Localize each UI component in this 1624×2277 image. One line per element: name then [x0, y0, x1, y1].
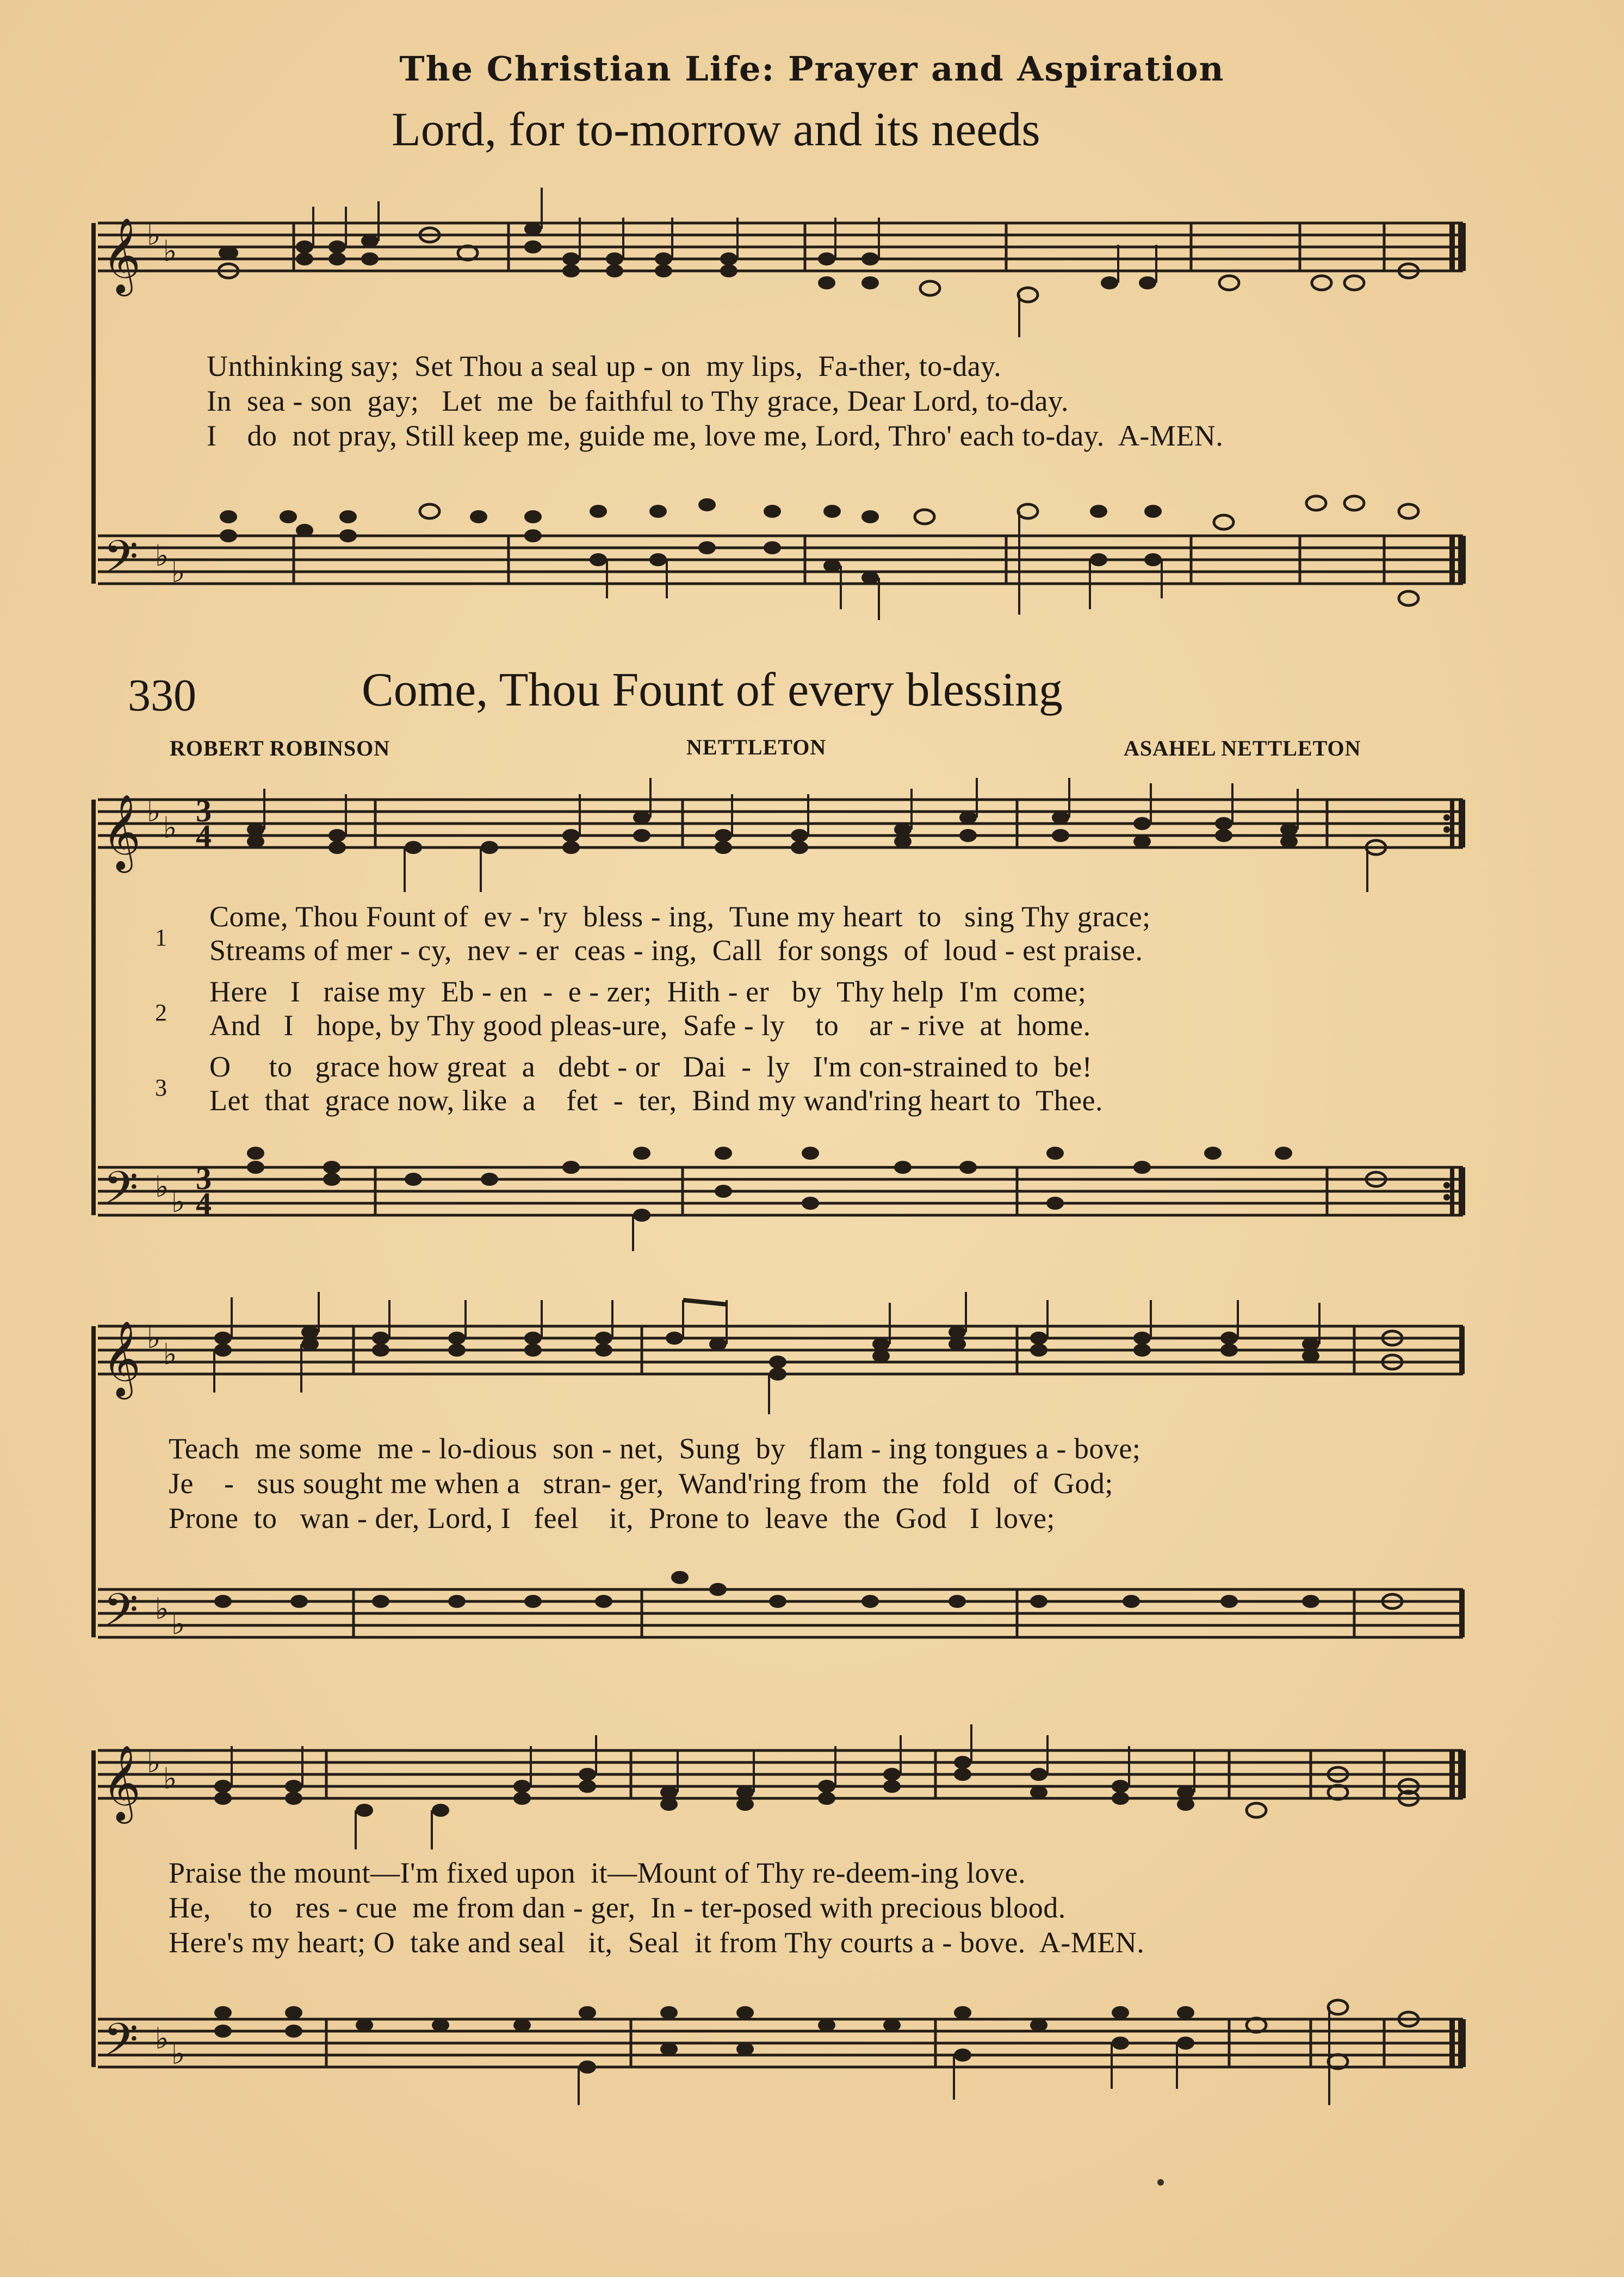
system-2-lyric-3: Prone to wan - der, Lord, I feel it, Prone to leave the God I love;	[169, 1502, 1055, 1534]
hymn-329-verse-1: Unthinking say; Set Thou a seal up - on my lips, Fa-ther, to-day.	[207, 350, 1002, 382]
author-credit: ROBERT ROBINSON	[170, 736, 390, 760]
svg-text:♭: ♭	[163, 1762, 177, 1795]
svg-text:4: 4	[196, 1186, 212, 1221]
svg-text:𝄞: 𝄞	[102, 796, 141, 868]
svg-text:♭: ♭	[155, 540, 169, 572]
verse-number-3: 3	[155, 1074, 167, 1101]
svg-text:♭: ♭	[147, 1746, 161, 1779]
svg-text:3: 3	[196, 1161, 212, 1196]
system-3-lyric-2: He, to res - cue me from dan - ger, In - ter-posed with precious blood.	[169, 1891, 1066, 1924]
svg-text:♭: ♭	[163, 235, 177, 268]
system-1-lyric-2: Streams of mer - cy, nev - er ceas - ing, Call for songs of loud - est praise.	[209, 934, 1143, 967]
svg-text:𝄢: 𝄢	[103, 1586, 139, 1646]
running-head: The Christian Life: Prayer and Aspiration	[399, 49, 1225, 89]
verse-number-2: 2	[155, 999, 167, 1026]
tune-name: NETTLETON	[686, 735, 827, 759]
system-2-lyric-2: Je - sus sought me when a stran- ger, Wand'ring from the fold of God;	[169, 1467, 1113, 1500]
system-3-lyric-3: Here's my heart; O take and seal it, Seal it from Thy courts a - bove. A-MEN.	[169, 1926, 1145, 1959]
page-speck	[1157, 2179, 1164, 2186]
hymn-329-verse-3: I do not pray, Still keep me, guide me, love me, Lord, Thro' each to-day. A-MEN.	[207, 419, 1224, 452]
svg-text:♭: ♭	[171, 2038, 185, 2070]
system-1-lyric-6: Let that grace now, like a fet - ter, Bind my wand'ring heart to Thee.	[209, 1084, 1104, 1117]
svg-text:♭: ♭	[147, 219, 161, 251]
hymn-number: 330	[128, 670, 196, 721]
svg-text:♭: ♭	[171, 1608, 185, 1641]
composer-credit: ASAHEL NETTLETON	[1124, 736, 1361, 760]
system-1-lyric-3: Here I raise my Eb - en - e - zer; Hith - er by Thy help I'm come;	[209, 975, 1087, 1008]
system-2-lyric-1: Teach me some me - lo-dious son - net, Sung by flam - ing tongues a - bove;	[169, 1432, 1141, 1465]
svg-text:𝄞: 𝄞	[102, 1322, 141, 1395]
system-1-lyric-4: And I hope, by Thy good pleas-ure, Safe - ly to ar - rive at home.	[209, 1009, 1091, 1042]
system-1-lyric-5: O to grace how great a debt - or Dai - ly I'm con-strained to be!	[209, 1050, 1093, 1083]
svg-text:4: 4	[196, 818, 212, 853]
svg-text:♭: ♭	[147, 1322, 161, 1354]
svg-text:𝄞: 𝄞	[102, 218, 141, 293]
svg-text:♭: ♭	[147, 795, 161, 828]
svg-text:𝄢: 𝄢	[103, 2015, 139, 2076]
system-3-lyric-1: Praise the mount—I'm fixed upon it—Mount of Thy re-deem-ing love.	[169, 1857, 1026, 1889]
svg-text:𝄢: 𝄢	[103, 1164, 139, 1224]
svg-text:♭: ♭	[155, 2022, 169, 2055]
verse-number-1: 1	[155, 924, 167, 951]
hymn-329-system-bracket	[0, 218, 1624, 598]
svg-text:♭: ♭	[163, 1338, 177, 1371]
system-1-lyric-1: Come, Thou Fount of ev - 'ry bless - ing, Tune my heart to sing Thy grace;	[209, 900, 1151, 933]
svg-text:♭: ♭	[163, 812, 177, 844]
svg-text:♭: ♭	[171, 556, 185, 589]
hymn-330-title: Come, Thou Fount of every blessing	[362, 664, 1063, 716]
hymn-329-verse-2: In sea - son gay; Let me be faithful to Thy grace, Dear Lord, to-day.	[207, 385, 1069, 417]
hymn-329-title: Lord, for to-morrow and its needs	[392, 103, 1040, 156]
svg-text:𝄢: 𝄢	[103, 533, 139, 593]
svg-text:3: 3	[196, 793, 212, 828]
svg-text:♭: ♭	[155, 1171, 169, 1203]
svg-text:𝄞: 𝄞	[102, 1747, 141, 1819]
svg-text:♭: ♭	[155, 1593, 169, 1625]
svg-text:♭: ♭	[171, 1186, 185, 1218]
